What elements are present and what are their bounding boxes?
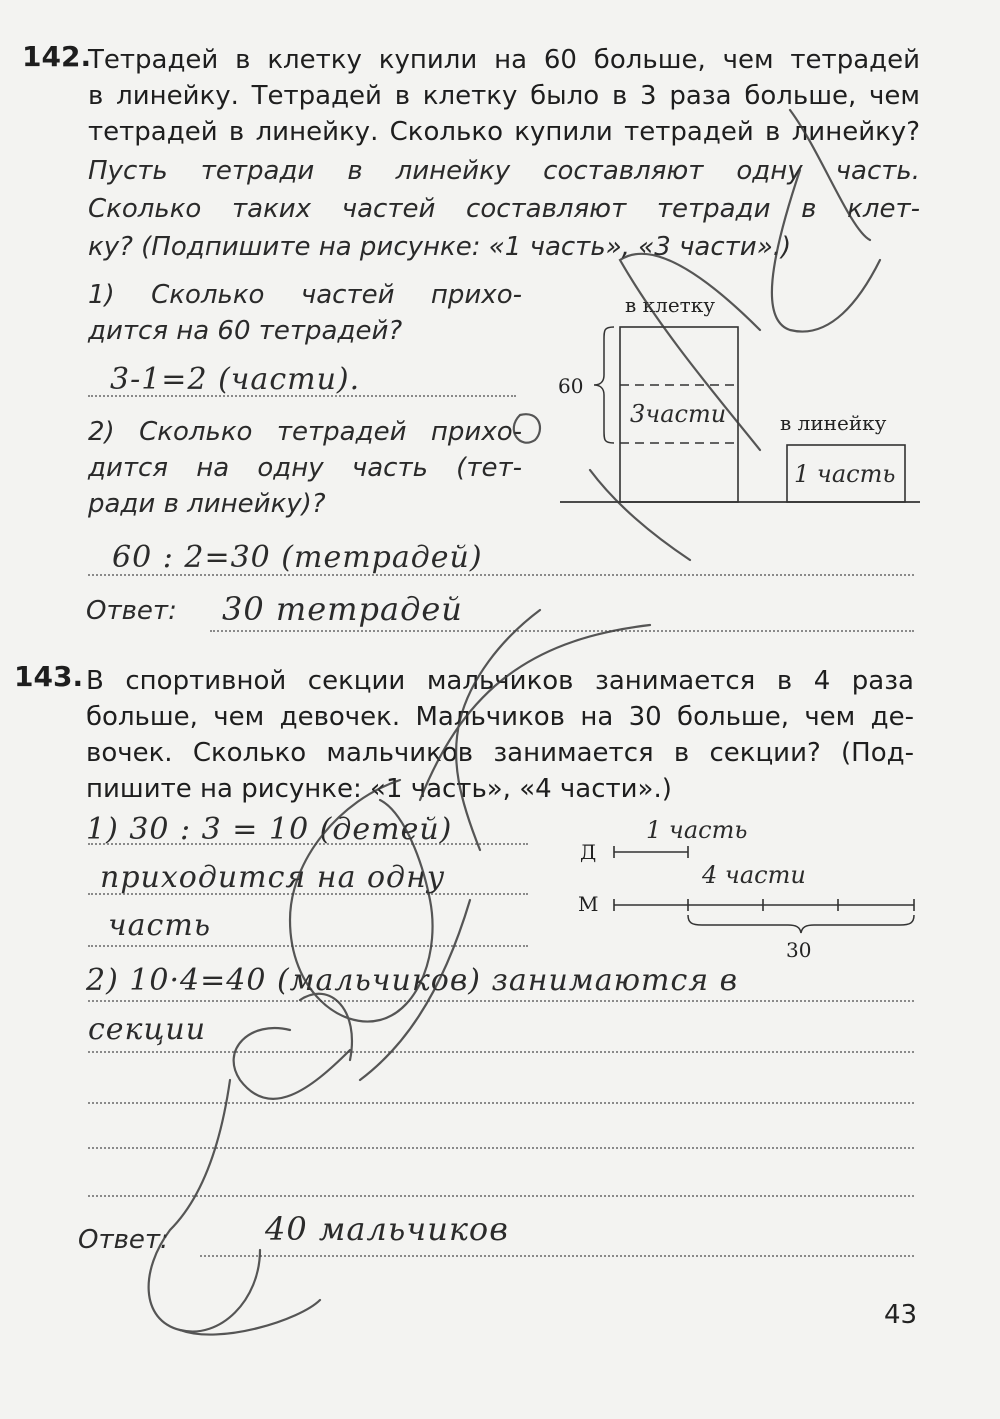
task-143-line-2: больше, чем девочек. Мальчиков на 30 больше, чем де- <box>86 702 914 732</box>
task-143-step-1-line-1: 1) 30 : 3 = 10 (детей) <box>86 812 453 847</box>
answer-line <box>88 1195 914 1197</box>
hand-1-part: 1 часть <box>646 816 748 844</box>
task-142-hint-1: Пусть тетради в линейку составляют одну часть. <box>88 156 920 186</box>
label-30: 30 <box>786 938 812 962</box>
hand-1-part: 1 часть <box>794 460 896 488</box>
brace-30 <box>688 915 914 933</box>
task-143-step-2-line-1: 2) 10·4=40 (мальчиков) занимаются в <box>86 963 739 998</box>
task-143-line-1: В спортивной секции мальчиков занимается в 4 раза <box>86 666 914 696</box>
task-142-q2-line-2: дится на одну часть (тет- <box>88 453 522 483</box>
task-142-q2-line-1: 2) Сколько тетрадей прихо- <box>88 417 522 447</box>
answer-line <box>200 1255 914 1257</box>
task-143-line-3: вочек. Сколько мальчиков занимается в секции? (Под- <box>86 738 914 768</box>
answer-line <box>88 945 528 947</box>
task-142-hint-2: Сколько таких частей составляют тетради в клет- <box>88 194 920 224</box>
answer-line <box>210 630 914 632</box>
task-142-q2-line-3: ради в линейку)? <box>88 489 326 519</box>
task-143-number: 143. <box>14 660 84 693</box>
task-142-line-1: Тетрадей в клетку купили на 60 больше, чем тетрадей <box>88 45 920 75</box>
answer-line <box>88 1000 914 1002</box>
hand-4-parts: 4 части <box>702 861 806 889</box>
answer-line <box>88 1051 914 1053</box>
task-143-answer-label: Ответ: <box>78 1225 169 1255</box>
task-142-q1-line-2: дится на 60 тетрадей? <box>88 316 403 346</box>
answer-line <box>88 1147 914 1149</box>
task-142-line-3: тетрадей в линейку. Сколько купили тетрадей в линейку? <box>88 117 920 147</box>
task-143-step-2-line-2: секции <box>88 1012 207 1047</box>
hand-3-parts: 3части <box>630 400 727 428</box>
label-v-kletku: в клетку <box>625 293 715 317</box>
task-142-number: 142. <box>22 40 92 73</box>
label-v-lineyku: в линейку <box>780 411 887 435</box>
task-142-answer-2: 60 : 2=30 (тетрадей) <box>112 540 483 575</box>
task-142-line-2: в линейку. Тетрадей в клетку было в 3 раза больше, чем <box>88 81 920 111</box>
task-143-step-1-line-3: часть <box>108 908 212 943</box>
task-142-hint-3: ку? (Подпишите на рисунке: «1 часть», «3 части».) <box>88 232 792 262</box>
task-142-answer-1: 3-1=2 (части). <box>110 362 361 397</box>
label-60: 60 <box>558 374 584 398</box>
answer-line <box>88 1102 914 1104</box>
task-142-answer-label: Ответ: <box>86 596 177 626</box>
task-142-diagram <box>550 290 930 520</box>
task-143-diagram <box>570 805 930 965</box>
label-d: Д <box>580 840 597 864</box>
task-142-answer: 30 тетрадей <box>222 590 463 628</box>
label-m: М <box>578 892 599 916</box>
task-143-step-1-line-2: приходится на одну <box>100 860 446 895</box>
brace-60 <box>594 327 614 443</box>
task-143-line-4: пишите на рисунке: «1 часть», «4 части».) <box>86 774 672 804</box>
task-143-answer: 40 мальчиков <box>265 1210 509 1248</box>
task-142-q1-line-1: 1) Сколько частей прихо- <box>88 280 522 310</box>
page-number: 43 <box>884 1300 918 1330</box>
